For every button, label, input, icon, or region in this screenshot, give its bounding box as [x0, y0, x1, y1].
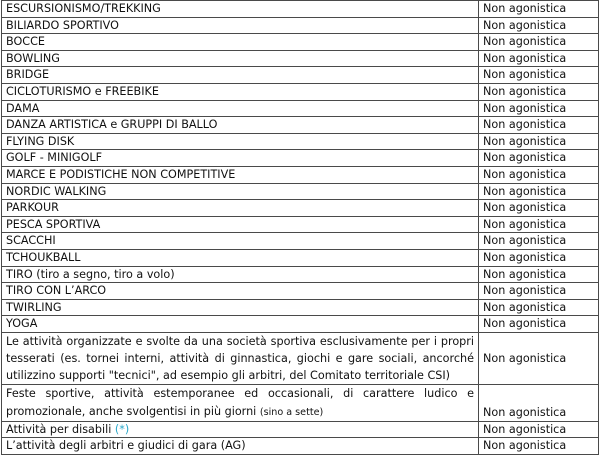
table-row [2, 233, 599, 250]
activity-name: TIRO (tiro a segno, tiro a volo) [2, 266, 479, 283]
table-row-referees [2, 438, 599, 455]
activity-category: Non agonistica [479, 67, 599, 84]
activity-category: Non agonistica [479, 50, 599, 67]
footnote-marker: (*) [114, 422, 130, 436]
activity-name: BILIARDO SPORTIVO [2, 17, 479, 34]
society-activities-category: Non agonistica [479, 332, 599, 385]
table-row [2, 50, 599, 67]
table-row [2, 83, 599, 100]
table-row-society-activities [2, 332, 599, 385]
activity-category: Non agonistica [479, 133, 599, 150]
table-row-disabled-activities [2, 421, 599, 438]
activity-name: BOCCE [2, 34, 479, 51]
table-body [2, 1, 599, 455]
activity-classification-table [1, 0, 599, 455]
activity-category: Non agonistica [479, 183, 599, 200]
table-row [2, 100, 599, 117]
sport-events-text: Feste sportive, attività estemporanee ed occasionali, di carattere ludico e promozionale, anche svolgentisi in più giorni [6, 387, 474, 418]
table-row [2, 133, 599, 150]
activity-category: Non agonistica [479, 100, 599, 117]
table-row [2, 266, 599, 283]
activity-name: DANZA ARTISTICA e GRUPPI DI BALLO [2, 117, 479, 134]
activity-name: DAMA [2, 100, 479, 117]
table-row [2, 316, 599, 333]
activity-name: CICLOTURISMO e FREEBIKE [2, 83, 479, 100]
activity-name: PARKOUR [2, 200, 479, 217]
table-row [2, 34, 599, 51]
table-row [2, 166, 599, 183]
table-row [2, 249, 599, 266]
table-row [2, 283, 599, 300]
table-row [2, 216, 599, 233]
activity-category: Non agonistica [479, 266, 599, 283]
activity-category: Non agonistica [479, 1, 599, 18]
table-row [2, 117, 599, 134]
activity-name: NORDIC WALKING [2, 183, 479, 200]
activity-name: ESCURSIONISMO/TREKKING [2, 1, 479, 18]
activity-category: Non agonistica [479, 299, 599, 316]
activity-category: Non agonistica [479, 283, 599, 300]
table-row [2, 183, 599, 200]
table-row [2, 200, 599, 217]
activity-name: MARCE E PODISTICHE NON COMPETITIVE [2, 166, 479, 183]
referees-description: L’attività degli arbitri e giudici di gara (AG) [2, 438, 479, 455]
disabled-activities-category: Non agonistica [479, 421, 599, 438]
table-row [2, 150, 599, 167]
activity-category: Non agonistica [479, 233, 599, 250]
sport-events-description [2, 385, 479, 421]
table-row [2, 1, 599, 18]
table-row [2, 67, 599, 84]
referees-category: Non agonistica [479, 438, 599, 455]
sport-events-category: Non agonistica [479, 385, 599, 421]
activity-category: Non agonistica [479, 117, 599, 134]
society-activities-description: Le attività organizzate e svolte da una società sportiva esclusivamente per i propri tesserati (es. tornei interni, attività di ginnastica, giochi e gare sociali, ancorché utilizzino supporti "tecnici", ad esempio gli arbitri, del Comitato territoriale CSI) [2, 332, 479, 385]
activity-name: PESCA SPORTIVA [2, 216, 479, 233]
activity-name: TCHOUKBALL [2, 249, 479, 266]
activity-category: Non agonistica [479, 200, 599, 217]
activity-category: Non agonistica [479, 17, 599, 34]
activity-name: TWIRLING [2, 299, 479, 316]
table-row [2, 299, 599, 316]
activity-category: Non agonistica [479, 150, 599, 167]
activity-name: SCACCHI [2, 233, 479, 250]
table-row-sport-events [2, 385, 599, 421]
activity-category: Non agonistica [479, 316, 599, 333]
activity-name: TIRO CON L’ARCO [2, 283, 479, 300]
activity-name: GOLF - MINIGOLF [2, 150, 479, 167]
disabled-activities-cell [2, 421, 479, 438]
activity-category: Non agonistica [479, 249, 599, 266]
activity-name: YOGA [2, 316, 479, 333]
sport-events-duration-note: (sino a sette) [259, 406, 324, 418]
activity-name: BRIDGE [2, 67, 479, 84]
activity-name: BOWLING [2, 50, 479, 67]
activity-category: Non agonistica [479, 83, 599, 100]
activity-category: Non agonistica [479, 34, 599, 51]
activity-name: FLYING DISK [2, 133, 479, 150]
table-row [2, 17, 599, 34]
activity-category: Non agonistica [479, 166, 599, 183]
activity-category: Non agonistica [479, 216, 599, 233]
disabled-activities-text: Attività per disabili [6, 422, 112, 436]
